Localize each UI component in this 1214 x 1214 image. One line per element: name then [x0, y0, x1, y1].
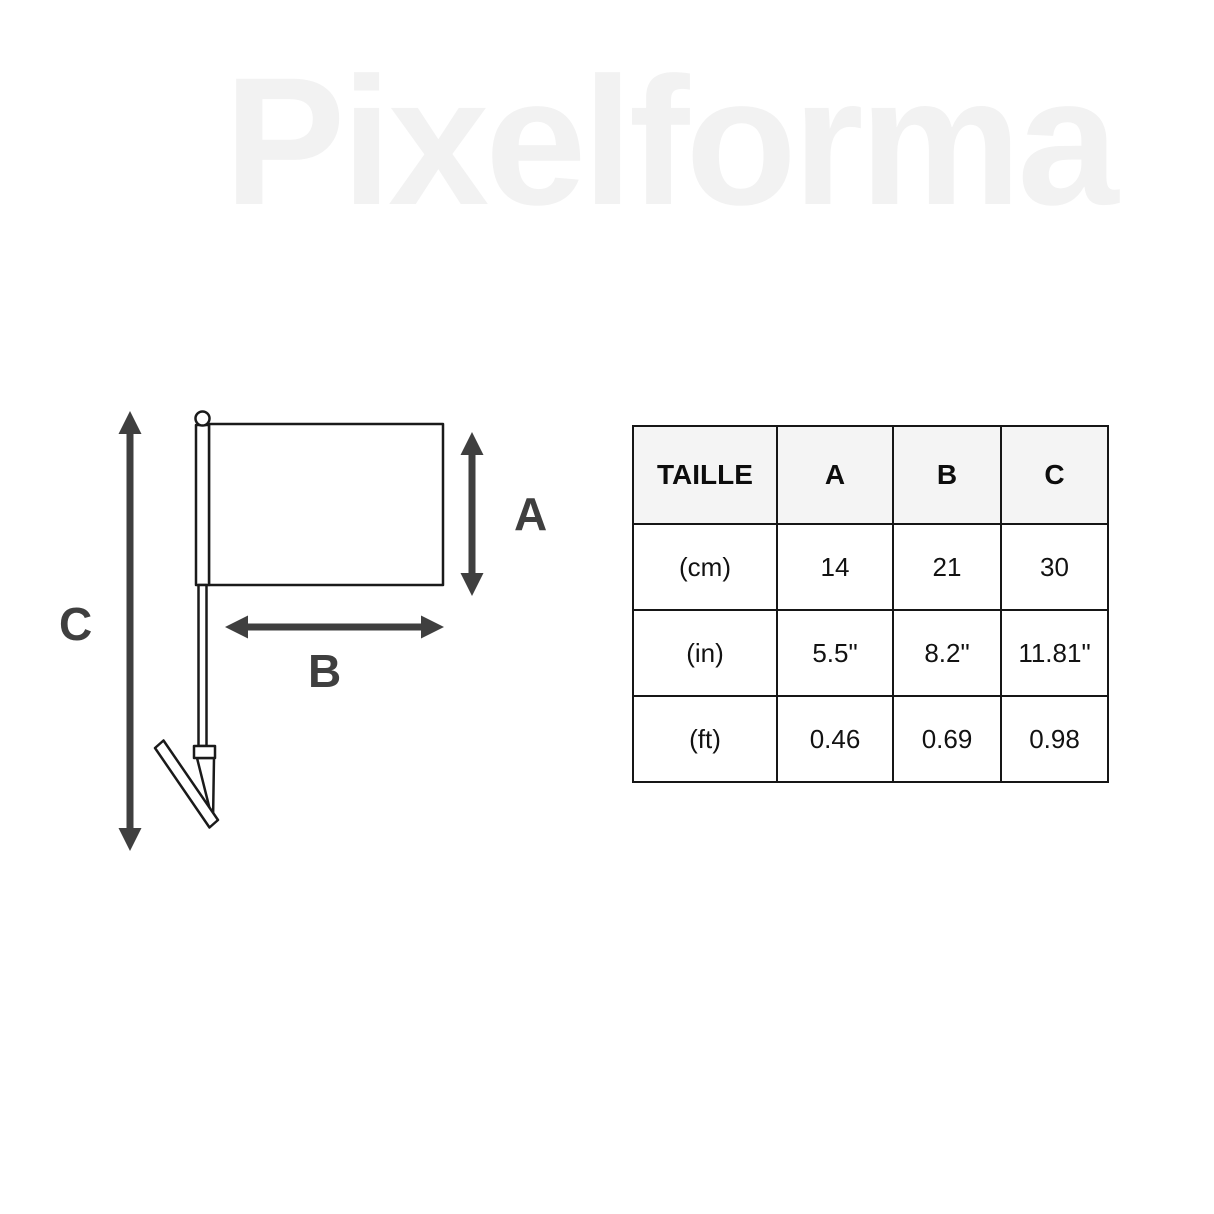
value-ft-c: 0.98	[1001, 696, 1108, 782]
watermark-text: Pixelforma	[224, 39, 1115, 243]
flag-pole-lower	[199, 585, 207, 746]
size-table-row-ft	[633, 696, 1108, 782]
size-table-header-taille: TAILLE	[633, 426, 777, 524]
size-table-header-b: B	[893, 426, 1001, 524]
value-ft-b: 0.69	[893, 696, 1001, 782]
unit-label-cm: (cm)	[633, 524, 777, 610]
dimension-label-a: A	[514, 488, 548, 540]
dimension-arrow-a	[461, 432, 484, 596]
flag-pole-sleeve	[196, 425, 209, 585]
unit-label-in: (in)	[633, 610, 777, 696]
size-table	[632, 425, 1109, 783]
dimension-arrow-c	[119, 411, 142, 851]
dimension-label-c: C	[59, 598, 93, 650]
pole-collar	[194, 746, 215, 758]
dimension-arrow-b	[225, 616, 444, 639]
dimension-label-b: B	[308, 645, 342, 697]
value-cm-c: 30	[1001, 524, 1108, 610]
size-table-row-cm	[633, 524, 1108, 610]
flag-rectangle	[209, 424, 443, 585]
value-in-b: 8.2"	[893, 610, 1001, 696]
size-table-header-c: C	[1001, 426, 1108, 524]
pole-top-ball	[196, 412, 210, 426]
value-cm-a: 14	[777, 524, 893, 610]
value-in-a: 5.5"	[777, 610, 893, 696]
value-in-c: 11.81"	[1001, 610, 1108, 696]
value-cm-b: 21	[893, 524, 1001, 610]
unit-label-ft: (ft)	[633, 696, 777, 782]
value-ft-a: 0.46	[777, 696, 893, 782]
size-table-header-a: A	[777, 426, 893, 524]
size-table-row-in	[633, 610, 1108, 696]
size-table-header-row	[633, 426, 1108, 524]
